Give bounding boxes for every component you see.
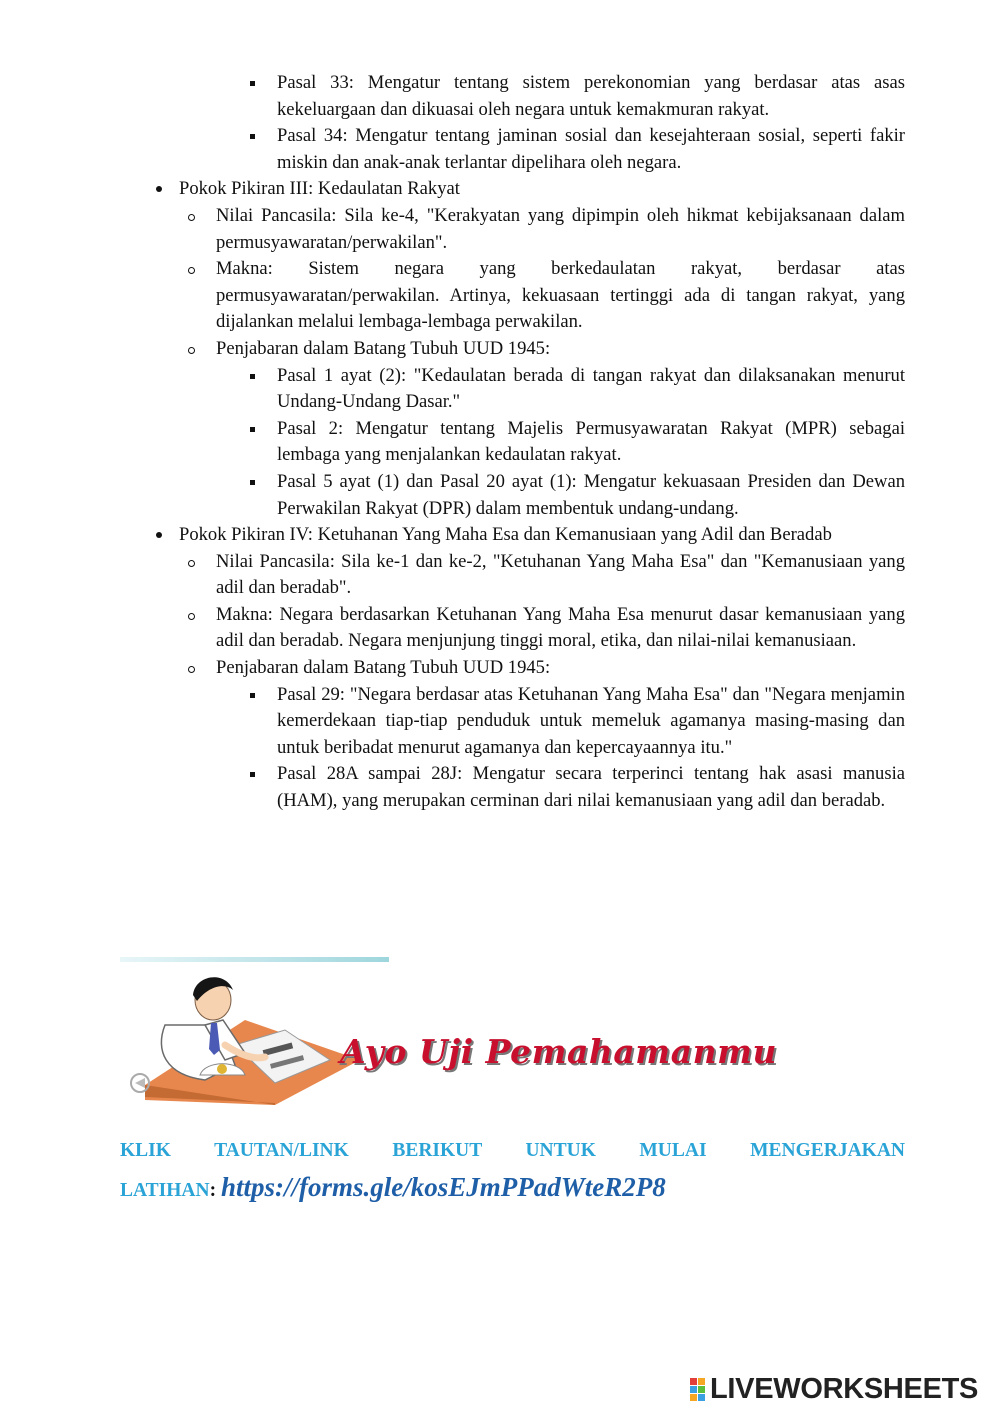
student-studying-illustration bbox=[125, 965, 365, 1105]
liveworksheets-wordmark: LIVEWORKSHEETS bbox=[710, 1372, 979, 1405]
pokok-3-pasal-3: Pasal 5 ayat (1) dan Pasal 20 ayat (1): Mengatur kekuasaan Presiden dan Dewan Perwakilan Rakyat (DPR) dalam membentuk undang-undang. bbox=[120, 469, 905, 522]
pasal-33-item: Pasal 33: Mengatur tentang sistem perekonomian yang berdasar atas asas kekeluargaan dan dikuasai oleh negara untuk kemakmuran rakyat. bbox=[120, 70, 905, 123]
call-to-action bbox=[120, 1133, 905, 1209]
pokok-4-penjabaran: Penjabaran dalam Batang Tubuh UUD 1945: bbox=[120, 655, 905, 682]
document-body bbox=[120, 70, 905, 815]
pokok-3-makna: Makna: Sistem negara yang berkedaulatan rakyat, berdasar atas permusyawaratan/perwakilan. Artinya, kekuasaan tertinggi ada di tangan rakyat, yang dijalankan melalui lembaga-lembaga perwakilan. bbox=[120, 256, 905, 336]
pokok-3-pasal-1: Pasal 1 ayat (2): "Kedaulatan berada di tangan rakyat dan dilaksanakan menurut Undang-Undang Dasar." bbox=[120, 363, 905, 416]
cta-instruction: KLIK TAUTAN/LINK BERIKUT UNTUK MULAI MENGERJAKAN bbox=[120, 1140, 905, 1161]
banner-divider bbox=[120, 957, 389, 962]
pokok-4-pasal-2: Pasal 28A sampai 28J: Mengatur secara terperinci tentang hak asasi manusia (HAM), yang merupakan cerminan dari nilai kemanusiaan yang adil dan beradab. bbox=[120, 761, 905, 814]
pokok-pikiran-3-heading: Pokok Pikiran III: Kedaulatan Rakyat bbox=[120, 176, 905, 203]
pokok-3-nilai: Nilai Pancasila: Sila ke-4, "Kerakyatan yang dipimpin oleh hikmat kebijaksanaan dalam permusyawaratan/perwakilan". bbox=[120, 203, 905, 256]
pokok-4-pasal-1: Pasal 29: "Negara berdasar atas Ketuhanan Yang Maha Esa" dan "Negara menjamin kemerdekaan tiap-tiap penduduk untuk memeluk agamanya masing-masing dan untuk beribadat menurut agamanya dan kepercayaannya itu." bbox=[120, 682, 905, 762]
banner-title: Ayo Uji Pemahamanmu bbox=[340, 1032, 777, 1071]
exercise-link[interactable]: https://forms.gle/kosEJmPPadWteR2P8 bbox=[220, 1172, 666, 1202]
cta-colon: : bbox=[209, 1180, 217, 1201]
pokok-3-penjabaran: Penjabaran dalam Batang Tubuh UUD 1945: bbox=[120, 336, 905, 363]
pokok-4-makna: Makna: Negara berdasarkan Ketuhanan Yang Maha Esa menurut dasar kemanusiaan yang adil dan beradab. Negara menjunjung tinggi moral, etika, dan nilai-nilai kemanusiaan. bbox=[120, 602, 905, 655]
liveworksheets-logo[interactable] bbox=[690, 1373, 978, 1405]
pokok-4-nilai: Nilai Pancasila: Sila ke-1 dan ke-2, "Ketuhanan Yang Maha Esa" dan "Kemanusiaan yang adil dan beradab". bbox=[120, 549, 905, 602]
cta-second-line bbox=[120, 1169, 905, 1209]
liveworksheets-grid-icon bbox=[690, 1378, 705, 1401]
pokok-3-pasal-2: Pasal 2: Mengatur tentang Majelis Permusyawaratan Rakyat (MPR) sebagai lembaga yang menjalankan kedaulatan rakyat. bbox=[120, 416, 905, 469]
pasal-34-item: Pasal 34: Mengatur tentang jaminan sosial dan kesejahteraan sosial, seperti fakir miskin dan anak-anak terlantar dipelihara oleh negara. bbox=[120, 123, 905, 176]
pokok-pikiran-4-heading: Pokok Pikiran IV: Ketuhanan Yang Maha Esa dan Kemanusiaan yang Adil dan Beradab bbox=[120, 522, 905, 549]
cta-latihan-label: LATIHAN bbox=[120, 1180, 210, 1201]
